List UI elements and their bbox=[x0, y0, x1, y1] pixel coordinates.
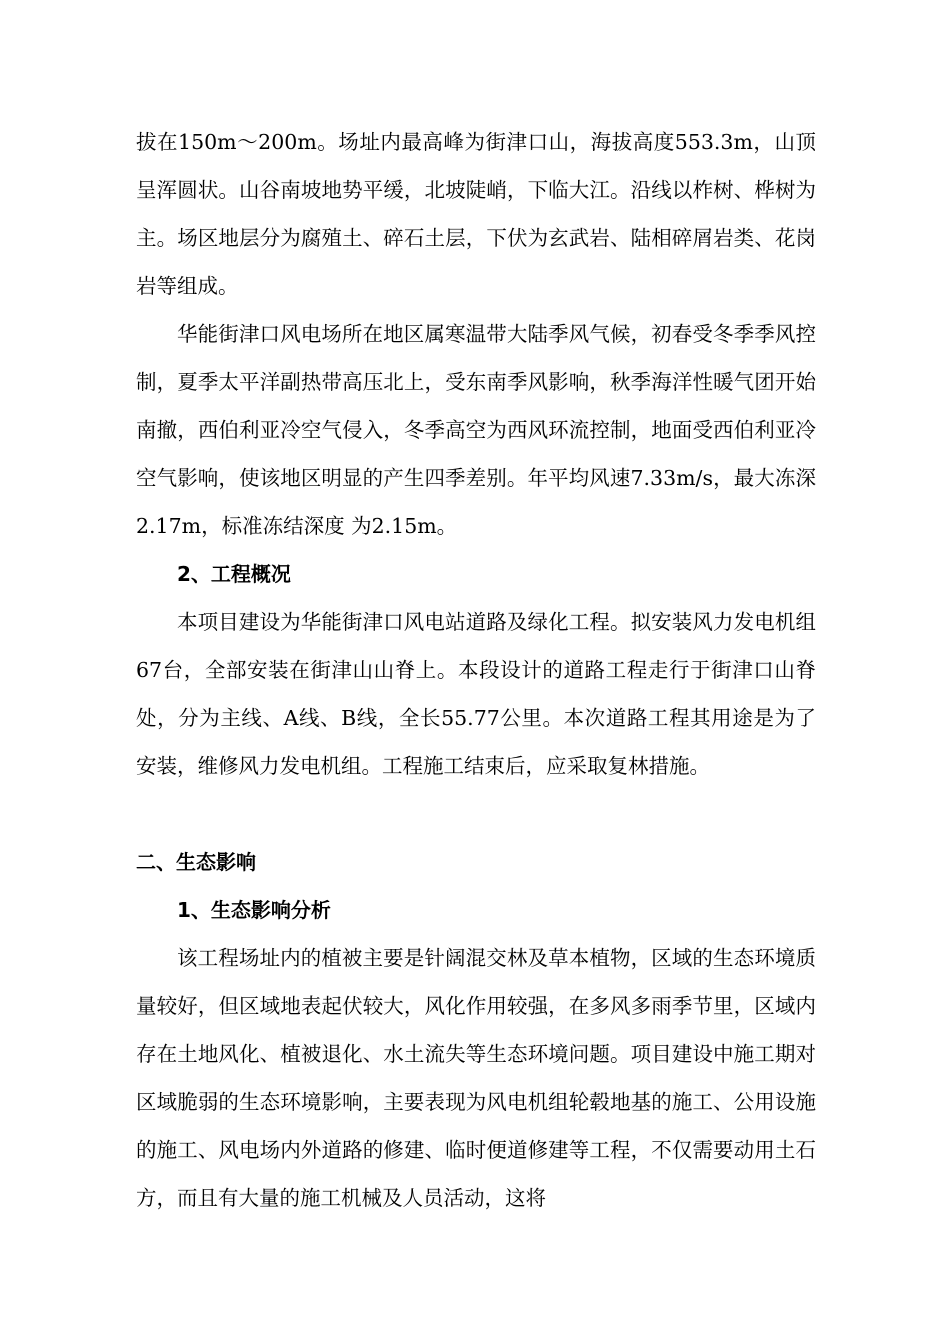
paragraph-impact-analysis: 该工程场址内的植被主要是针阔混交林及草本植物，区域的生态环境质量较好，但区域地表起伏较大，风化作用较强，在多风多雨季节里，区域内存在土地风化、植被退化、水土流失等生态环境问题。项目建设中施工期对区域脆弱的生态环境影响，主要表现为风电机组轮毂地基的施工、公用设施的施工、风电场内外道路的修建、临时便道修建等工程，不仅需要动用土石方，而且有大量的施工机械及人员活动，这将 bbox=[136, 946, 816, 1210]
paragraph-climate: 华能街津口风电场所在地区属寒温带大陆季风气候，初春受冬季季风控制，夏季太平洋副热带高压北上，受东南季风影响，秋季海洋性暖气团开始南撤，西伯利亚冷空气侵入，冬季高空为西风环流控制，地面受西伯利亚冷空气影响，使该地区明显的产生四季差别。年平均风速7.33m/s，最大冻深2.17m，标准冻结深度 为2.15m。 bbox=[136, 322, 816, 538]
paragraph-geology: 拔在150m～200m。场址内最高峰为街津口山，海拔高度553.3m，山顶呈浑圆状。山谷南坡地势平缓，北坡陡峭，下临大江。沿线以柞树、桦树为主。场区地层分为腐殖土、碎石土层，下伏为玄武岩、陆相碎屑岩类、花岗岩等组成。 bbox=[136, 130, 816, 298]
document-page bbox=[136, 118, 816, 1222]
heading-ecological-impact: 二、生态影响 bbox=[136, 850, 256, 874]
heading-impact-analysis: 1、生态影响分析 bbox=[177, 898, 331, 922]
paragraph-project-overview: 本项目建设为华能街津口风电站道路及绿化工程。拟安装风力发电机组67台，全部安装在街津山山脊上。本段设计的道路工程走行于街津口山脊处，分为主线、A线、B线，全长55.77公里。本次道路工程其用途是为了安装，维修风力发电机组。工程施工结束后，应采取复林措施。 bbox=[136, 610, 816, 778]
heading-project-overview: 2、工程概况 bbox=[177, 562, 291, 586]
blank-line bbox=[136, 790, 816, 838]
